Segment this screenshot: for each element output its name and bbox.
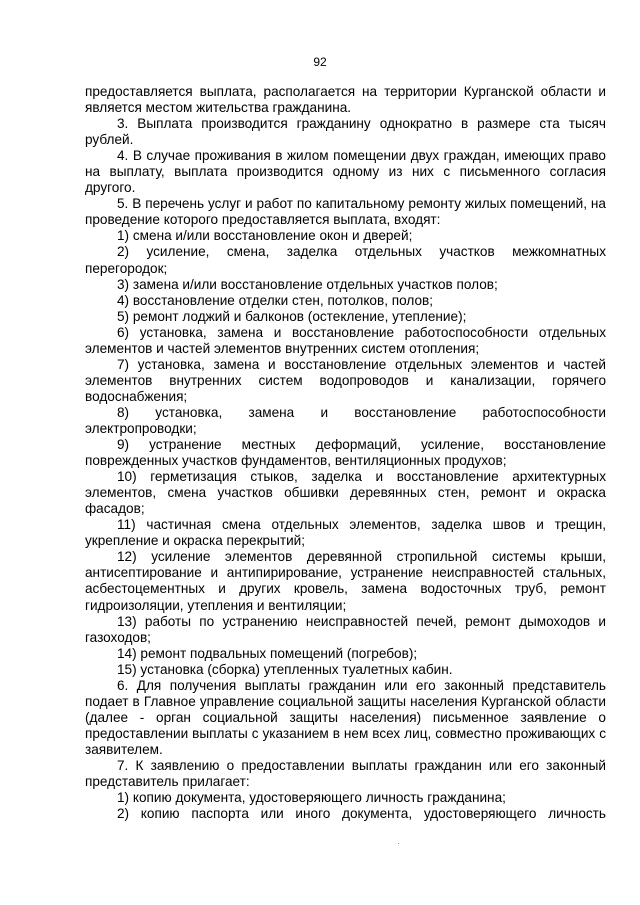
paragraph: 3) замена и/или восстановление отдельных участков полов; (117, 276, 498, 292)
paragraph: 2) копию паспорта или иного документа, удостоверяющего личность (117, 806, 606, 822)
paragraph: 10) герметизация стыков, заделка и восстановление архитектурных элементов, смена участков обшивки деревянных стен, ремонт и окраска фасадов; (85, 469, 606, 517)
paragraph: 5. В перечень услуг и работ по капитальному ремонту жилых помещений, на проведение которого предоставляется выплата, входят: (85, 196, 606, 228)
paragraph: 12) усиление элементов деревянной стропильной системы крыши, антисептирование и антипирирование, устранение неисправностей стальных, асбестоцементных и других кровель, замена водосточных труб, ремонт гидроизоляции, утепления и вентиляции; (85, 549, 606, 613)
paragraph: 13) работы по устранению неисправностей печей, ремонт дымоходов и газоходов; (85, 613, 606, 645)
paragraph: 15) установка (сборка) утепленных туалетных кабин. (117, 661, 453, 677)
paragraph: 7. К заявлению о предоставлении выплаты гражданин или его законный представитель прилагает: (85, 757, 606, 790)
paragraph: 7) установка, замена и восстановление отдельных элементов и частей элементов внутренних систем водопроводов и канализации, горячего водоснабжения; (85, 356, 606, 404)
paragraph: 8) установка, замена и восстановление работоспособности электропроводки; (85, 404, 606, 436)
paragraph: 11) частичная смена отдельных элементов, заделка швов и трещин, укрепление и окраска перекрытий; (85, 517, 606, 549)
page-number: 92 (313, 55, 327, 69)
paragraph: 14) ремонт подвальных помещений (погребов); (117, 645, 418, 661)
paragraph: предоставляется выплата, располагается на территории Курганской области и является местом жительства гражданина. (85, 84, 606, 116)
paragraph: 4) восстановление отделки стен, потолков, полов; (117, 292, 434, 308)
paragraph: 9) устранение местных деформаций, усиление, восстановление поврежденных участков фундаментов, вентиляционных продухов; (85, 437, 606, 469)
paragraph: 3. Выплата производится гражданину однократно в размере ста тысяч рублей. (85, 116, 606, 148)
paragraph: 5) ремонт лоджий и балконов (остекление, утепление); (117, 308, 467, 324)
scan-speck (398, 843, 399, 844)
paragraph: 1) копию документа, удостоверяющего личность гражданина; (117, 790, 506, 806)
paragraph: 1) смена и/или восстановление окон и дверей; (117, 228, 413, 244)
document-body (85, 84, 606, 822)
paragraph: 4. В случае проживания в жилом помещении двух граждан, имеющих право на выплату, выплата производится одному из них с письменного согласия другого. (85, 148, 606, 196)
paragraph: 2) усиление, смена, заделка отдельных участков межкомнатных перегородок; (85, 244, 606, 276)
paragraph: 6. Для получения выплаты гражданин или его законный представитель подает в Главное управление социальной защиты населения Курганской области (далее - орган социальной защиты населения) письменное заявление о предоставлении выплаты с указанием в нем всех лиц, совместно проживающих с заявителем. (85, 677, 606, 757)
paragraph: 6) установка, замена и восстановление работоспособности отдельных элементов и частей элементов внутренних систем отопления; (85, 324, 606, 356)
